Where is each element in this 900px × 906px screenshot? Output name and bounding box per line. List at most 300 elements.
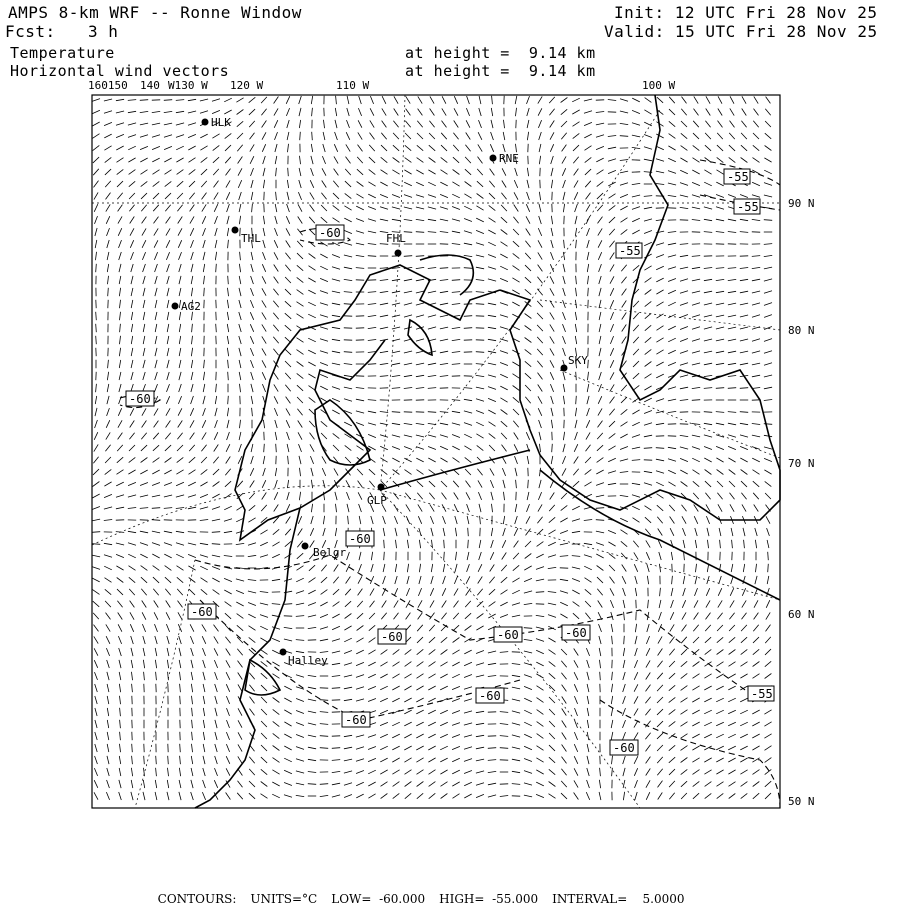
wind-vector (452, 723, 460, 726)
wind-vector (416, 375, 424, 376)
wind-vector (536, 770, 543, 774)
wind-vector (693, 470, 700, 475)
wind-vector (260, 530, 267, 534)
wind-vector (274, 505, 279, 512)
wind-vector (452, 758, 460, 761)
wind-vector (503, 144, 505, 152)
wind-vector (657, 673, 663, 679)
wind-vector (476, 794, 484, 797)
wind-vector (512, 302, 519, 306)
wind-vector (332, 676, 340, 677)
wind-vector (214, 192, 218, 199)
wind-vector (392, 375, 400, 376)
wind-vector (238, 180, 241, 188)
wind-vector (452, 686, 460, 689)
wind-vector (524, 710, 532, 714)
wind-vector (573, 613, 579, 619)
wind-vector (392, 207, 400, 209)
contour-label-7: -60 (191, 605, 213, 619)
wind-vector (670, 528, 674, 536)
wind-vector (238, 708, 242, 715)
wind-vector (476, 747, 484, 749)
wind-vector (384, 552, 385, 560)
wind-vector (308, 314, 316, 318)
wind-vector (393, 470, 400, 475)
wind-vector (105, 157, 112, 162)
wind-vector (489, 602, 496, 607)
wind-vector (417, 470, 424, 475)
wind-vector (659, 552, 661, 560)
wind-vector (741, 121, 746, 128)
wind-vector (550, 288, 554, 295)
wind-vector (728, 195, 736, 198)
wind-vector (730, 121, 735, 128)
wind-vector (261, 709, 267, 715)
wind-vector (131, 780, 133, 788)
wind-vector (188, 532, 196, 533)
wind-vector (286, 517, 291, 524)
wind-vector (417, 493, 422, 499)
wind-vector (356, 782, 364, 785)
wind-vector (285, 277, 291, 283)
wind-vector (632, 422, 640, 426)
wind-vector (308, 374, 315, 378)
wind-vector (285, 349, 291, 355)
wind-vector (128, 482, 136, 485)
wind-vector (524, 698, 532, 701)
wind-vector (704, 686, 711, 690)
wind-vector (612, 672, 613, 680)
wind-vector (285, 253, 290, 260)
wind-vector (251, 276, 254, 284)
wind-vector (562, 168, 565, 176)
wind-vector (681, 121, 687, 127)
wind-vector (706, 600, 710, 607)
wind-vector (490, 468, 494, 475)
wind-vector (479, 120, 482, 128)
wind-vector (346, 157, 351, 164)
wind-vector (191, 360, 192, 368)
wind-vector (428, 686, 435, 690)
wind-vector (131, 300, 133, 308)
wind-vector (284, 722, 291, 726)
wind-vector (368, 364, 376, 365)
wind-vector (228, 360, 229, 368)
wind-vector (621, 530, 628, 535)
wind-vector (240, 252, 241, 260)
wind-vector (190, 216, 194, 223)
wind-vector (405, 662, 412, 667)
wind-vector (322, 168, 326, 175)
wind-vector (512, 784, 520, 785)
wind-vector (368, 400, 376, 401)
wind-vector (549, 97, 555, 103)
wind-vector (335, 108, 336, 116)
wind-vector (668, 326, 676, 330)
wind-vector (440, 363, 448, 364)
wind-vector (488, 315, 496, 316)
wind-vector (227, 708, 230, 716)
wind-vector (681, 482, 688, 487)
wind-vector (488, 303, 496, 305)
wind-vector (537, 325, 543, 331)
wind-vector (179, 360, 181, 368)
wind-vector (272, 650, 280, 654)
wind-vector (752, 722, 759, 726)
wind-vector (132, 684, 133, 692)
wind-vector (656, 255, 664, 258)
wind-vector (154, 228, 158, 235)
wind-vector (95, 756, 98, 764)
wind-vector (119, 348, 120, 356)
wind-vector (405, 145, 411, 150)
wind-vector (225, 481, 231, 487)
wind-vector (716, 770, 723, 774)
wind-vector (574, 793, 579, 800)
wind-vector (239, 444, 242, 452)
wind-vector (561, 505, 568, 510)
wind-vector (203, 240, 205, 248)
wind-vector (274, 265, 279, 272)
wind-vector (383, 528, 385, 536)
wind-vector (274, 97, 279, 104)
wind-vector (262, 493, 267, 500)
wind-vector (239, 276, 241, 284)
wind-vector (765, 661, 771, 666)
wind-vector (260, 555, 268, 557)
wind-vector (177, 193, 183, 199)
wind-vector (717, 650, 724, 655)
wind-vector (596, 520, 604, 521)
wind-vector (657, 326, 664, 331)
wind-vector (609, 409, 614, 415)
wind-vector (300, 156, 301, 164)
wind-vector (562, 468, 566, 475)
wind-vector (236, 98, 243, 102)
wind-vector (548, 615, 556, 618)
wind-vector (683, 528, 686, 536)
wind-vector (562, 721, 567, 728)
wind-vector (405, 133, 411, 139)
wind-vector (179, 384, 182, 392)
wind-vector (646, 636, 649, 644)
wind-vector (429, 470, 436, 475)
wind-vector (392, 363, 400, 365)
wind-vector (104, 111, 112, 114)
wind-vector (404, 388, 412, 389)
wind-vector (752, 279, 760, 281)
wind-vector (440, 268, 448, 269)
wind-vector (356, 268, 364, 269)
wind-vector (310, 528, 313, 536)
wind-vector (167, 792, 169, 800)
wind-vector (767, 576, 769, 584)
wind-vector (262, 324, 266, 331)
wind-vector (164, 508, 172, 509)
wind-vector (130, 408, 134, 415)
wind-vector (418, 613, 423, 620)
wind-vector (668, 171, 676, 174)
wind-vector (490, 565, 495, 572)
wind-vector (599, 348, 601, 356)
wind-vector (440, 351, 448, 353)
wind-vector (380, 327, 388, 329)
wind-vector (381, 170, 388, 175)
wind-vector (308, 350, 316, 354)
wind-vector (598, 396, 602, 404)
wind-vector (203, 264, 204, 272)
wind-vector (167, 360, 169, 368)
wind-vector (728, 363, 736, 364)
wind-vector (202, 636, 206, 644)
wind-vector (744, 540, 745, 548)
wind-vector (131, 312, 132, 320)
wind-vector (417, 158, 424, 163)
wind-vector (320, 652, 328, 653)
wind-vector (645, 337, 651, 342)
wind-vector (538, 108, 542, 115)
wind-vector (452, 446, 459, 450)
wind-vector (623, 780, 625, 788)
wind-vector (452, 400, 460, 401)
wind-vector (681, 746, 688, 751)
wind-vector (596, 554, 603, 558)
wind-vector (416, 722, 423, 726)
wind-vector (213, 469, 219, 475)
wind-vector (344, 267, 352, 269)
wind-vector (168, 756, 169, 764)
wind-vector (704, 303, 712, 305)
wind-vector (512, 615, 520, 617)
wind-vector (741, 493, 746, 500)
wind-vector (263, 156, 266, 164)
wind-vector (298, 192, 301, 200)
wind-vector (272, 542, 279, 546)
wind-vector (297, 338, 304, 343)
contour-label-10: -60 (565, 626, 587, 640)
wind-vector (682, 625, 687, 632)
wind-vector (227, 720, 230, 728)
footer-high: HIGH= -55.000 (439, 892, 538, 906)
wind-vector (308, 711, 316, 713)
wind-vector (225, 602, 232, 607)
station-marker-sky (561, 365, 568, 372)
wind-vector (251, 168, 254, 176)
wind-vector (573, 481, 579, 487)
wind-vector (119, 288, 120, 296)
wind-vector (718, 96, 722, 103)
wind-vector (309, 578, 316, 583)
wind-vector (320, 602, 327, 606)
wind-vector (404, 170, 411, 174)
wind-vector (359, 552, 361, 560)
wind-vector (300, 132, 301, 140)
wind-vector (428, 207, 436, 209)
wind-vector (609, 217, 615, 223)
wind-vector (224, 578, 232, 581)
wind-vector (381, 133, 386, 139)
wind-vector (526, 204, 529, 212)
wind-vector (766, 600, 770, 608)
wind-vector (344, 352, 352, 353)
wind-vector (657, 697, 663, 703)
wind-vector (128, 111, 136, 112)
wind-vector (575, 324, 576, 332)
wind-vector (562, 745, 567, 752)
wind-vector (394, 96, 398, 103)
wind-vector (202, 420, 206, 428)
wind-vector (188, 543, 196, 545)
wind-vector (575, 708, 578, 716)
wind-vector (94, 204, 98, 212)
wind-vector (188, 111, 196, 113)
wind-vector (489, 422, 496, 427)
wind-vector (129, 577, 135, 582)
wind-vector (716, 758, 723, 762)
wind-vector (250, 144, 254, 151)
wind-vector (730, 504, 734, 511)
wind-vector (491, 528, 492, 536)
wind-vector (549, 709, 555, 715)
wind-vector (380, 686, 388, 690)
wind-vector (251, 456, 254, 464)
wind-vector (644, 242, 652, 245)
wind-vector (416, 363, 424, 365)
stations (172, 116, 589, 667)
wind-vector (537, 746, 544, 751)
wind-vector (609, 229, 615, 235)
wind-vector (380, 423, 388, 425)
wind-vector (104, 566, 112, 570)
wind-vector (718, 121, 723, 128)
wind-vector (488, 351, 496, 353)
wind-vector (335, 492, 337, 500)
wind-vector (512, 723, 520, 725)
wind-vector (729, 157, 736, 162)
wind-vector (153, 193, 159, 199)
wind-vector (659, 564, 660, 572)
wind-vector (107, 744, 109, 752)
wind-vector (620, 136, 628, 137)
wind-vector (479, 108, 481, 116)
wind-vector (728, 423, 736, 425)
wind-vector (731, 528, 733, 536)
wind-vector (275, 216, 277, 224)
wind-vector (240, 384, 241, 392)
wind-vector (563, 264, 565, 272)
wind-vector (248, 580, 256, 581)
wind-vector (668, 482, 675, 486)
wind-vector (429, 770, 436, 775)
wind-vector (752, 339, 760, 341)
wind-vector (656, 184, 664, 185)
wind-vector (657, 517, 662, 523)
wind-vector (165, 181, 172, 186)
wind-vector (405, 770, 412, 775)
wind-vector (394, 613, 399, 620)
wind-vector (311, 468, 313, 476)
wind-vector (740, 363, 748, 365)
wind-vector (719, 528, 721, 536)
wind-vector (380, 722, 388, 725)
wind-vector (226, 744, 229, 752)
wind-vector (550, 336, 554, 343)
footer-contours: CONTOURS: (158, 892, 237, 906)
wind-vector (178, 624, 181, 632)
wind-vector (226, 649, 231, 656)
wind-vector (453, 157, 459, 163)
wind-vector (574, 768, 578, 775)
wind-vector (524, 686, 532, 689)
wind-vector (476, 230, 484, 233)
wind-vector (454, 576, 457, 584)
wind-vector (428, 268, 436, 269)
wind-vector (380, 674, 387, 678)
wind-vector (166, 612, 170, 619)
wind-vector (250, 481, 255, 488)
wind-vector (549, 517, 555, 522)
wind-vector (645, 98, 652, 103)
wind-vector (561, 673, 566, 680)
wind-vector (226, 793, 231, 800)
wind-vector (428, 758, 435, 762)
wind-vector (728, 458, 735, 462)
wind-vector (309, 397, 316, 402)
wind-vector (609, 421, 615, 427)
wind-vector (154, 601, 159, 608)
wind-vector (764, 291, 772, 294)
wind-vector (212, 99, 220, 102)
wind-vector (191, 768, 193, 776)
wind-vector (754, 96, 758, 103)
wind-vector (488, 760, 496, 761)
wind-vector (248, 603, 256, 606)
wind-vector (716, 315, 724, 317)
wind-vector (419, 564, 420, 572)
wind-vector (165, 205, 170, 211)
wind-vector (621, 553, 627, 559)
wind-vector (608, 458, 616, 461)
wind-vector (116, 495, 124, 498)
wind-vector (381, 650, 388, 655)
wind-vector (395, 564, 396, 572)
wind-vector (764, 195, 772, 197)
wind-vector (287, 180, 288, 188)
wind-vector (464, 675, 472, 678)
wind-vector (177, 181, 183, 187)
wind-vector (549, 109, 554, 116)
wind-vector (756, 564, 757, 572)
wind-vector (273, 301, 278, 308)
wind-vector (442, 121, 447, 128)
station-label-hlk: HLK (211, 116, 231, 129)
wind-vector (118, 420, 122, 427)
wind-vector (692, 710, 699, 714)
wind-vector (128, 543, 136, 545)
wind-vector (152, 508, 160, 509)
wind-vector (284, 686, 291, 690)
wind-vector (587, 744, 589, 752)
wind-vector (356, 675, 364, 678)
wind-vector (284, 710, 291, 714)
wind-vector (524, 759, 532, 762)
wind-vector (669, 121, 675, 126)
wind-vector (165, 193, 171, 199)
wind-vector (105, 457, 111, 463)
wind-vector (371, 552, 372, 560)
wind-vector (431, 528, 433, 536)
wind-vector (596, 508, 604, 509)
